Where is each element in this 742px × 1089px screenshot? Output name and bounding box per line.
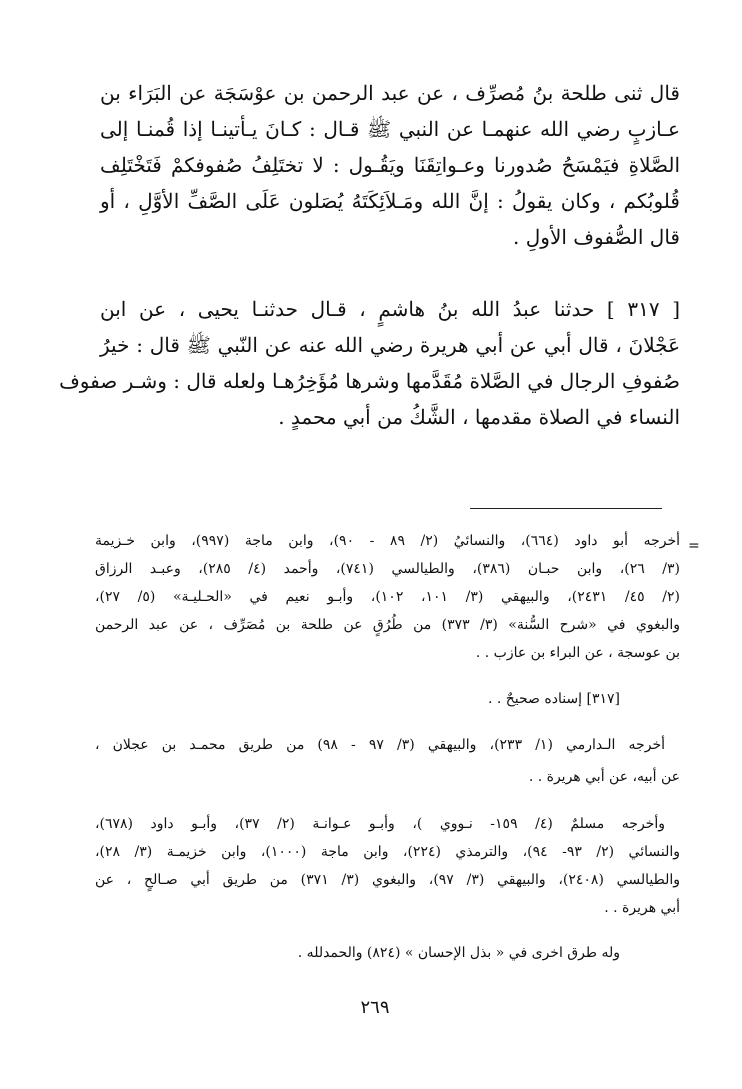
footnote-divider <box>470 508 662 509</box>
text-line: عـازبٍ رضي الله عنهمـا عن النبي ﷺ قـال : كـانَ يـأتينـا إذا قُمنـا إلى <box>100 117 680 141</box>
footnote-line: أخرجه أبو داود (٦٦٤)، والنسائيُ (٢/ ٨٩ - ٩٠)، وابن ماجة (٩٩٧)، وابن خـزيمة <box>95 533 680 549</box>
footnote-line: عن أبيه، عن أبي هريرة . . <box>528 769 680 785</box>
text-line: قال ثنى طلحة بنُ مُصرِّف ، عن عبد الرحمن بن عوْسَجَة عن البَرَاء بن <box>100 81 680 105</box>
footnote-heading: [٣١٧] إسناده صحيحٌ . . <box>487 691 620 707</box>
footnote-line: (٣/ ٢٦)، وابن حبـان (٣٨٦)، والطيالسي (٧٤١)، وأحمد (٤/ ٢٨٥)، وعبـد الرزاق <box>95 561 680 577</box>
footnote-line: والنسائي (٢/ ٩٣- ٩٤)، والترمذي (٢٢٤)، وابن ماجة (١٠٠٠)، وابن خزيمـة (٣/ ٢٨)، <box>95 844 681 860</box>
hadith-line: عَجْلانَ ، قال أبي عن أبي هريرة رضي الله عنه عن النّبي ﷺ قال : خيرُ <box>100 333 680 357</box>
page-number: ٢٦٩ <box>360 997 390 1018</box>
hadith-line: صُفوفِ الرجال في الصَّلاة مُقَدَّمها وشرها مُؤَخِرُهـا ولعله قال : وشـر صفوف <box>59 369 680 393</box>
text-line: الصَّلاةِ فيَمْسَحُ صُدورنا وعـواتِقَنَا ويَقُـول : لا تختَلِفُ صُفوفكمْ فَتَخْتَلِف <box>100 153 680 177</box>
footnote-line: وأخرجه مسلمٌ (٤/ ١٥٩- نـووي )، وأبـو عـوانـة (٢/ ٣٧)، وأبـو داود (٦٧٨)، <box>95 816 665 832</box>
footnote-line: وله طرق اخرى في « بذل الإحسان » (٨٢٤) والحمدلله . <box>297 945 620 961</box>
text-line: قُلوبُكم ، وكان يقولُ : إنَّ الله ومَـلاَئِكَتَهُ يُصَلون عَلَى الصَّفِّ الأوَّلِ ، أو <box>100 189 680 213</box>
footnote-line: أبي هريرة . . <box>604 900 680 916</box>
footnote-line: (٢/ ٤٥/ ٢٤٣١)، والبيهقي (٣/ ١٠١، ١٠٢)، وأبـو نعيم في «الحـليـة» (٥/ ٢٧)، <box>95 589 680 605</box>
footnote-line: بن عوسجة ، عن البراء بن عازب . . <box>475 645 680 661</box>
footnote-line: والطيالسي (٢٤٠٨)، والبيهقي (٣/ ٩٧)، والبغوي (٣/ ٣٧١) من طريق أبي صـالحٍ ، عن <box>95 872 680 888</box>
hadith-line: [ ٣١٧ ] حدثنا عبدُ الله بنُ هاشمٍ ، قـال حدثنـا يحيى ، عن ابن <box>100 297 680 321</box>
continuation-mark: = <box>688 538 700 554</box>
text-line: قال الصُّفوف الأولِ . <box>513 225 680 249</box>
footnote-line: أخرجه الـدارمي (١/ ٢٣٣)، والبيهقي (٣/ ٩٧ - ٩٨) من طريق محمـد بن عجلان ، <box>95 737 665 753</box>
hadith-line: النساء في الصلاة مقدمها ، الشَّكُ من أبي محمدٍ . <box>278 405 680 429</box>
footnote-line: والبغوي في «شرح السُّنة» (٣/ ٣٧٣) من طُرُقٍ عن طلحة بن مُصَرِّف ، عن عبد الرحمن <box>95 617 680 633</box>
